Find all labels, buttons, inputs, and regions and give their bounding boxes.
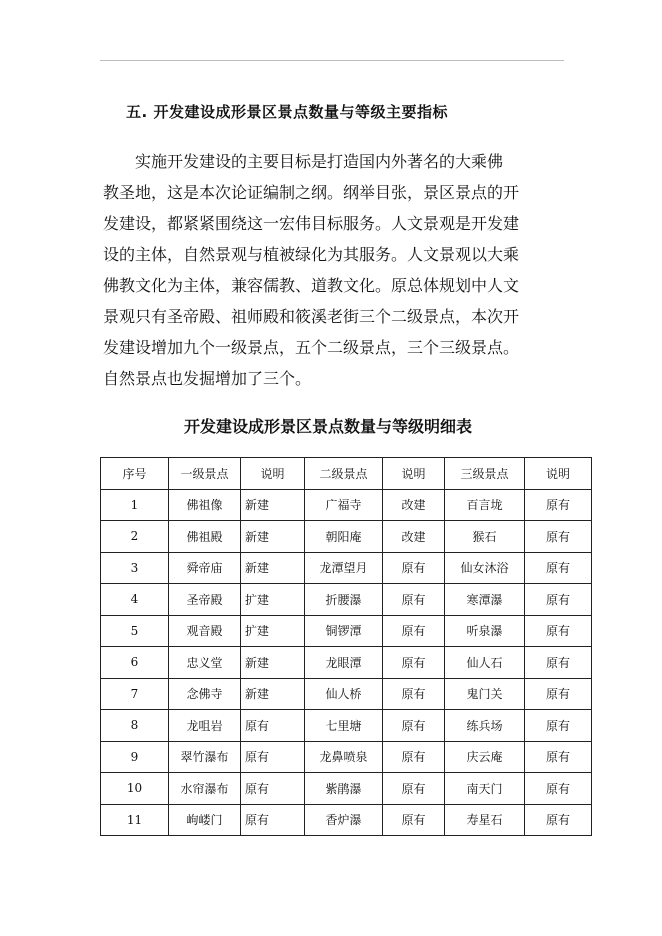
level2-cell: 龙眼潭 (305, 647, 383, 679)
index-cell: 1 (101, 489, 169, 521)
index-cell: 2 (101, 521, 169, 553)
level3-cell: 寒潭瀑 (445, 584, 525, 616)
section-heading (126, 101, 448, 122)
header-cell-note1: 说明 (241, 458, 305, 490)
note1-cell: 扩建 (241, 615, 305, 647)
paragraph-line: 景观只有圣帝殿、祖师殿和筱溪老街三个二级景点，本次开 (103, 307, 520, 326)
note2-cell: 原有 (383, 647, 445, 679)
header-cell-level2: 二级景点 (305, 458, 383, 490)
note3-cell: 原有 (525, 615, 592, 647)
note2-cell: 原有 (383, 584, 445, 616)
note1-cell: 新建 (241, 552, 305, 584)
paragraph-line: 发建设，都紧紧围绕这一宏伟目标服务。人文景观是开发建 (103, 214, 520, 233)
table-row (101, 521, 592, 553)
note2-cell: 改建 (383, 521, 445, 553)
header-cell-note2: 说明 (383, 458, 445, 490)
level3-cell: 鬼门关 (445, 678, 525, 710)
paragraph-line: 实施开发建设的主要目标是打造国内外著名的大乘佛 (135, 152, 504, 171)
note3-cell: 原有 (525, 678, 592, 710)
note2-cell: 原有 (383, 615, 445, 647)
table-header-row (101, 458, 592, 490)
header-cell-note3: 说明 (525, 458, 592, 490)
level3-cell: 寿星石 (445, 804, 525, 836)
note3-cell: 原有 (525, 647, 592, 679)
level3-cell: 百言垅 (445, 489, 525, 521)
note1-cell: 新建 (241, 647, 305, 679)
section-title: 开发建设成形景区景点数量与等级主要指标 (153, 103, 448, 121)
level1-cell: 水帘瀑布 (169, 773, 241, 805)
level3-cell: 南天门 (445, 773, 525, 805)
note3-cell: 原有 (525, 773, 592, 805)
header-cell-level3: 三级景点 (445, 458, 525, 490)
paragraph-line: 发建设增加九个一级景点，五个二级景点，三个三级景点。 (103, 338, 520, 357)
table-row (101, 647, 592, 679)
note2-cell: 原有 (383, 710, 445, 742)
note1-cell: 新建 (241, 521, 305, 553)
note3-cell: 原有 (525, 804, 592, 836)
index-cell: 6 (101, 647, 169, 679)
note3-cell: 原有 (525, 584, 592, 616)
level3-cell: 庆云庵 (445, 741, 525, 773)
level1-cell: 翠竹瀑布 (169, 741, 241, 773)
level1-cell: 佛祖像 (169, 489, 241, 521)
level1-cell: 佛祖殿 (169, 521, 241, 553)
level2-cell: 七里塘 (305, 710, 383, 742)
level2-cell: 广福寺 (305, 489, 383, 521)
paragraph-line: 自然景点也发掘增加了三个。 (103, 369, 312, 388)
note1-cell: 扩建 (241, 584, 305, 616)
note3-cell: 原有 (525, 741, 592, 773)
section-number: 五. (126, 103, 148, 121)
level2-cell: 紫鹃瀑 (305, 773, 383, 805)
body-paragraph (103, 146, 553, 394)
level3-cell: 练兵场 (445, 710, 525, 742)
note2-cell: 改建 (383, 489, 445, 521)
level3-cell: 仙人石 (445, 647, 525, 679)
paragraph-line: 佛教文化为主体，兼容儒教、道教文化。原总体规划中人文 (103, 276, 520, 295)
table-row (101, 804, 592, 836)
note1-cell: 原有 (241, 773, 305, 805)
index-cell: 4 (101, 584, 169, 616)
table-row (101, 710, 592, 742)
note1-cell: 新建 (241, 489, 305, 521)
level2-cell: 龙鼻喷泉 (305, 741, 383, 773)
level1-cell: 念佛寺 (169, 678, 241, 710)
level2-cell: 龙潭望月 (305, 552, 383, 584)
header-cell-index: 序号 (101, 458, 169, 490)
level1-cell: 圣帝殿 (169, 584, 241, 616)
note1-cell: 原有 (241, 710, 305, 742)
index-cell: 11 (101, 804, 169, 836)
level2-cell: 香炉瀑 (305, 804, 383, 836)
note1-cell: 原有 (241, 804, 305, 836)
level1-cell: 岣嵝门 (169, 804, 241, 836)
level2-cell: 仙人桥 (305, 678, 383, 710)
level1-cell: 观音殿 (169, 615, 241, 647)
note3-cell: 原有 (525, 521, 592, 553)
level1-cell: 忠义堂 (169, 647, 241, 679)
level2-cell: 朝阳庵 (305, 521, 383, 553)
table-row (101, 741, 592, 773)
table-body (101, 489, 592, 836)
note2-cell: 原有 (383, 804, 445, 836)
level3-cell: 猴石 (445, 521, 525, 553)
table-row (101, 615, 592, 647)
note2-cell: 原有 (383, 552, 445, 584)
table-row (101, 773, 592, 805)
level3-cell: 仙女沐浴 (445, 552, 525, 584)
note3-cell: 原有 (525, 552, 592, 584)
level1-cell: 舜帝庙 (169, 552, 241, 584)
paragraph-line: 设的主体，自然景观与植被绿化为其服务。人文景观以大乘 (103, 245, 520, 264)
note3-cell: 原有 (525, 489, 592, 521)
header-cell-level1: 一级景点 (169, 458, 241, 490)
index-cell: 10 (101, 773, 169, 805)
note2-cell: 原有 (383, 773, 445, 805)
index-cell: 7 (101, 678, 169, 710)
table-row (101, 489, 592, 521)
scenic-spot-table (100, 457, 592, 836)
index-cell: 5 (101, 615, 169, 647)
table-title: 开发建设成形景区景点数量与等级明细表 (184, 417, 473, 436)
note1-cell: 新建 (241, 678, 305, 710)
note2-cell: 原有 (383, 678, 445, 710)
level2-cell: 铜锣潭 (305, 615, 383, 647)
header-rule (100, 60, 564, 61)
note3-cell: 原有 (525, 710, 592, 742)
note2-cell: 原有 (383, 741, 445, 773)
table-row (101, 678, 592, 710)
level3-cell: 听泉瀑 (445, 615, 525, 647)
table-row (101, 552, 592, 584)
level2-cell: 折腰瀑 (305, 584, 383, 616)
paragraph-line: 教圣地，这是本次论证编制之纲。纲举目张，景区景点的开 (103, 183, 520, 202)
index-cell: 9 (101, 741, 169, 773)
table-row (101, 584, 592, 616)
note1-cell: 原有 (241, 741, 305, 773)
index-cell: 8 (101, 710, 169, 742)
level1-cell: 龙咀岩 (169, 710, 241, 742)
index-cell: 3 (101, 552, 169, 584)
